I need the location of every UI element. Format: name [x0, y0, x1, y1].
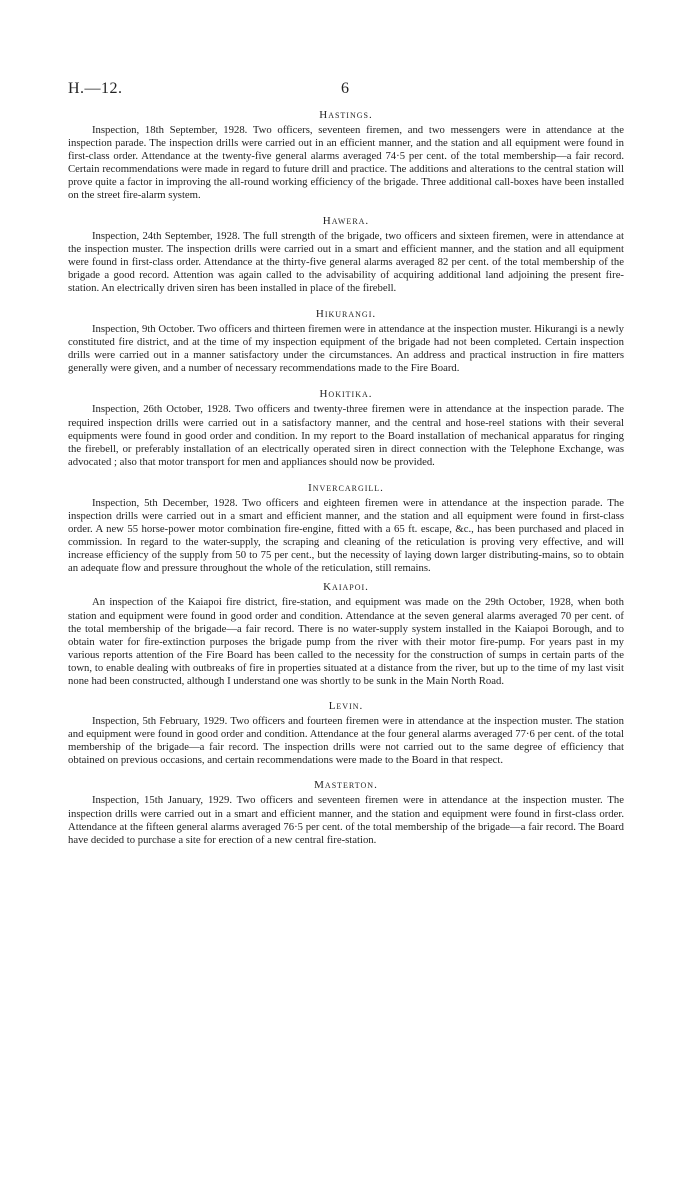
section-kaiapoi — [68, 581, 624, 688]
section-paragraph: Inspection, 5th December, 1928. Two officers and eighteen firemen were in attendance at the inspection parade. The inspection drills were carried out in a smart and efficient manner, and the station and all equipment were found in first-class order. A new 55 horse-power motor combination fire-engine, fitted with a 65 ft. escape, &c., has been purchased and placed in commission. In regard to the water-supply, the scraping and cleaning of the reticulation is proving very effective, and will increase efficiency of the supply from 50 to 75 per cent., but the necessity of laying down larger distributing-mains, so to obtain an adequate flow and pressure throughout the whole of the reticulation, still remains. — [68, 496, 624, 575]
section-hokitika — [68, 388, 624, 468]
section-paragraph: Inspection, 26th October, 1928. Two officers and twenty-three firemen were in attendance at the inspection parade. The required inspection drills were carried out in a satisfactory manner, and the central and hose-reel stations with their several equipments were found in good order and condition. In my report to the Board installation of mechanical apparatus for ringing the firebell, or preferably installation of an electrically operated siren in direct connection with the Telephone Exchange, was advocated ; also that motor transport for men and appliances should now be provided. — [68, 403, 624, 468]
section-masterton — [68, 779, 624, 846]
section-levin — [68, 700, 624, 767]
section-hikurangi — [68, 308, 624, 375]
report-body — [68, 109, 624, 847]
section-heading: Kaiapoi. — [323, 581, 369, 594]
page-header — [68, 80, 630, 100]
section-paragraph: Inspection, 24th September, 1928. The full strength of the brigade, two officers and sixteen firemen, were in attendance at the inspection muster. The inspection drills were carried out in a smart and efficient manner, and the station and all equipment were found in first-class order. Attendance at the thirty-five general alarms averaged 82 per cent. of the total membership of the brigade a good record. Attention was again called to the advisability of acquiring additional land adjoining the present fire-station. An electrically driven siren has been installed in place of the firebell. — [68, 229, 624, 294]
section-hastings — [68, 109, 624, 203]
section-paragraph: An inspection of the Kaiapoi fire district, fire-station, and equipment was made on the 29th October, 1928, when both station and equipment were found in good order and condition. Attendance at the seven general alarms averaged 70 per cent. of the total membership of the brigade—a fair record. There is no water-supply system installed in the Kaiapoi Borough, and to obtain water for fire-extinction purposes the brigade pump from the river with their motor fire-pump. For years past in my various reports attention of the Fire Board has been called to the necessity for the construction of sumps in certain parts of the town, to enable dealing with outbreaks of fire in properties situated at a distance from the river, but up to the time of my last visit none had been constructed, although I understand one was shortly to be sunk in the Main North Road. — [68, 596, 624, 687]
section-invercargill — [68, 482, 624, 576]
section-paragraph: Inspection, 18th September, 1928. Two officers, seventeen firemen, and two messengers were in attendance at the inspection parade. The inspection drills were carried out in an efficient manner, and the station and all equipment were found in first-class order. Attendance at the twenty-five general alarms averaged 74·5 per cent. of the total membership—a fair record. Certain recommendations were made in regard to future drill and practice. The additions and alterations to the central station will prove quite a factor in improving the all-round working efficiency of the brigade. Three additional call-boxes have been installed on the street fire-alarm system. — [68, 124, 624, 202]
section-paragraph: Inspection, 9th October. Two officers and thirteen firemen were in attendance at the inspection muster. Hikurangi is a newly constituted fire district, and at the time of my inspection equipment of the brigade had not been completed. Certain inspection drills were carried out in a manner satisfactory under the circumstances. An address and practical instruction in fire matters generally were given, and a number of necessary recommendations made to the Fire Board. — [68, 323, 624, 375]
section-heading: Hikurangi. — [315, 308, 377, 321]
section-hawera — [68, 215, 624, 295]
section-heading: Levin. — [328, 700, 364, 713]
section-heading: Hawera. — [322, 214, 370, 227]
document-reference: H.—12. — [68, 80, 123, 97]
section-paragraph: Inspection, 5th February, 1929. Two officers and fourteen firemen were in attendance at the inspection muster. The station and equipment were found in good order and condition. Attendance at the four general alarms averaged 77·6 per cent. of the total membership of the brigade—a fair record. The inspection drills were not carried out to the same degree of efficiency that obtained on previous occasions, and certain recommendations were made to the Board in that respect. — [68, 715, 624, 767]
section-heading: Hokitika. — [319, 388, 373, 401]
section-paragraph: Inspection, 15th January, 1929. Two officers and seventeen firemen were in attendance at the inspection muster. The inspection drills were carried out in a smart and efficient manner, and the station and equipment were found in first-class order. Attendance at the fifteen general alarms averaged 76·5 per cent. of the total membership of the brigade—a fair record. The Board have decided to purchase a site for erection of a new central fire-station. — [68, 794, 624, 846]
section-heading: Masterton. — [314, 779, 378, 792]
section-heading: Invercargill. — [308, 481, 384, 494]
section-heading: Hastings. — [319, 109, 373, 121]
page-number: 6 — [341, 80, 349, 97]
